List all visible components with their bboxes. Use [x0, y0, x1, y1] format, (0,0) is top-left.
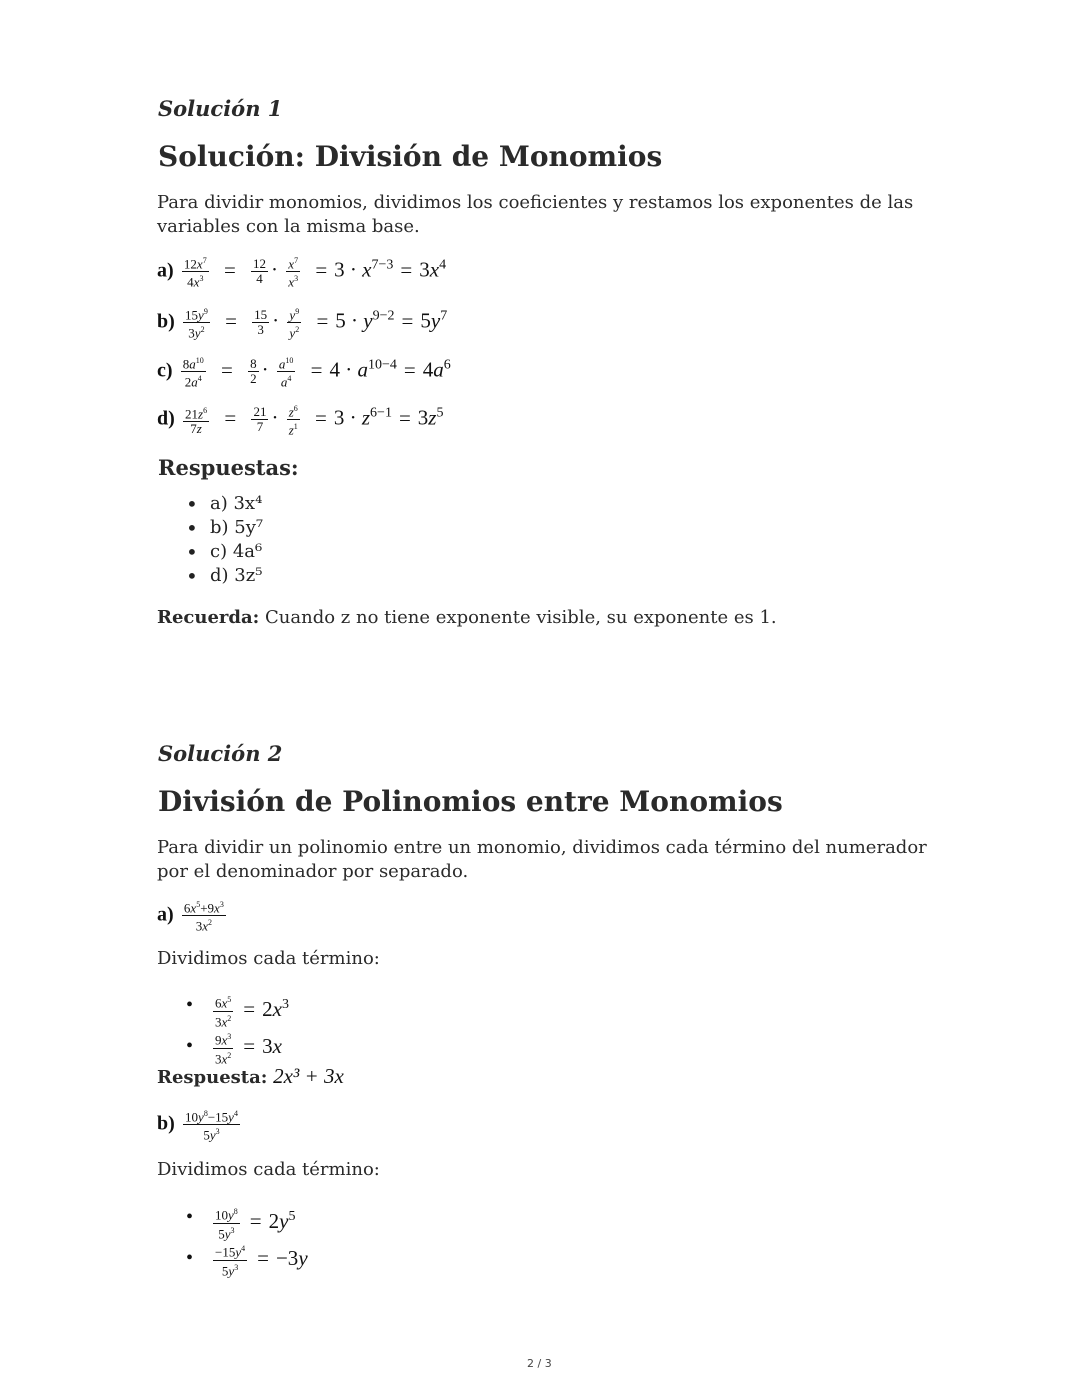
- part-a-label: a): [157, 903, 174, 926]
- problem-c: c) $\frac{8a^{10}}{2a^4}$ = $\frac{8}{2}$ · $\frac{a^{10}}{a^4}$ = $4 \cdot a^{10-4} = 4a^6$: [157, 356, 451, 390]
- solution-1-intro: Para dividir monomios, dividimos los coeficientes y restamos los exponentes de las variables con la misma base.: [157, 192, 914, 237]
- remember-text: Cuando z no tiene exponente visible, su exponente es 1.: [265, 607, 777, 628]
- part-a-step-2: • $\frac{9x^3}{3x^2}$ = 3x: [186, 1029, 289, 1066]
- part-b-steps-heading: Dividimos cada término:: [157, 1159, 380, 1180]
- part-a-answer-label: Respuesta:: [157, 1067, 268, 1088]
- problem-c-label: c): [157, 359, 173, 382]
- remember-label: Recuerda:: [157, 607, 260, 628]
- remember-note: [157, 606, 777, 630]
- answer-d: • d) 3z⁵: [186, 564, 263, 588]
- answers-heading: Respuestas:: [158, 455, 299, 480]
- problem-a: a) $\frac{12x^7}{4x^3}$ = $\frac{12}{4}$ · $\frac{x^7}{x^3}$ = $3 \cdot x^{7-3} = 3x^4$: [157, 256, 447, 290]
- part-a-expression: a) $\frac{6x^5+9x^3}{3x^2}$: [157, 900, 224, 934]
- problem-b: b) $\frac{15y^9}{3y^2}$ = $\frac{15}{3}$ · $\frac{y^9}{y^2}$ = $5 \cdot y^{9-2} = 5y^7$: [157, 307, 448, 341]
- part-b-step-1: • $\frac{10y^8}{5y^3}$ = $2y^5$: [186, 1200, 308, 1241]
- solution-2-title: División de Polinomios entre Monomios: [158, 785, 783, 818]
- page-number: 2 / 3: [527, 1357, 552, 1370]
- part-a-steps-heading: Dividimos cada término:: [157, 948, 380, 969]
- problem-a-label: a): [157, 259, 174, 282]
- solution-1-title: Solución: División de Monomios: [158, 140, 663, 173]
- answers-list: [186, 492, 263, 588]
- solution-2-intro: Para dividir un polinomio entre un monomio, dividimos cada término del numerador por el denominador por separado.: [157, 837, 927, 882]
- problem-b-label: b): [157, 310, 175, 333]
- solution-1-label: Solución 1: [158, 96, 283, 121]
- answer-b: • b) 5y⁷: [186, 516, 263, 540]
- problem-d-label: d): [157, 407, 175, 430]
- part-a-answer: [157, 1064, 344, 1090]
- part-a-step-1: • $\frac{6x^5}{3x^2}$ = $2x^3$: [186, 988, 289, 1029]
- problem-d: d) $\frac{21z^6}{7z}$ = $\frac{21}{7}$ · $\frac{z^6}{z^1}$ = $3 \cdot z^{6-1} = 3z^5$: [157, 404, 444, 438]
- part-b-step-2: • $\frac{-15y^4}{5y^3}$ = −3y: [186, 1241, 308, 1278]
- part-a-steps: [186, 988, 289, 1066]
- part-b-expression: b) $\frac{10y^8-15y^4}{5y^3}$: [157, 1109, 238, 1143]
- part-b-steps: [186, 1200, 308, 1278]
- answer-c: • c) 4a⁶: [186, 540, 263, 564]
- part-a-answer-value: 2x³ + 3x: [273, 1064, 344, 1088]
- answer-a: • a) 3x⁴: [186, 492, 263, 516]
- part-b-label: b): [157, 1112, 175, 1135]
- solution-2-label: Solución 2: [158, 741, 283, 766]
